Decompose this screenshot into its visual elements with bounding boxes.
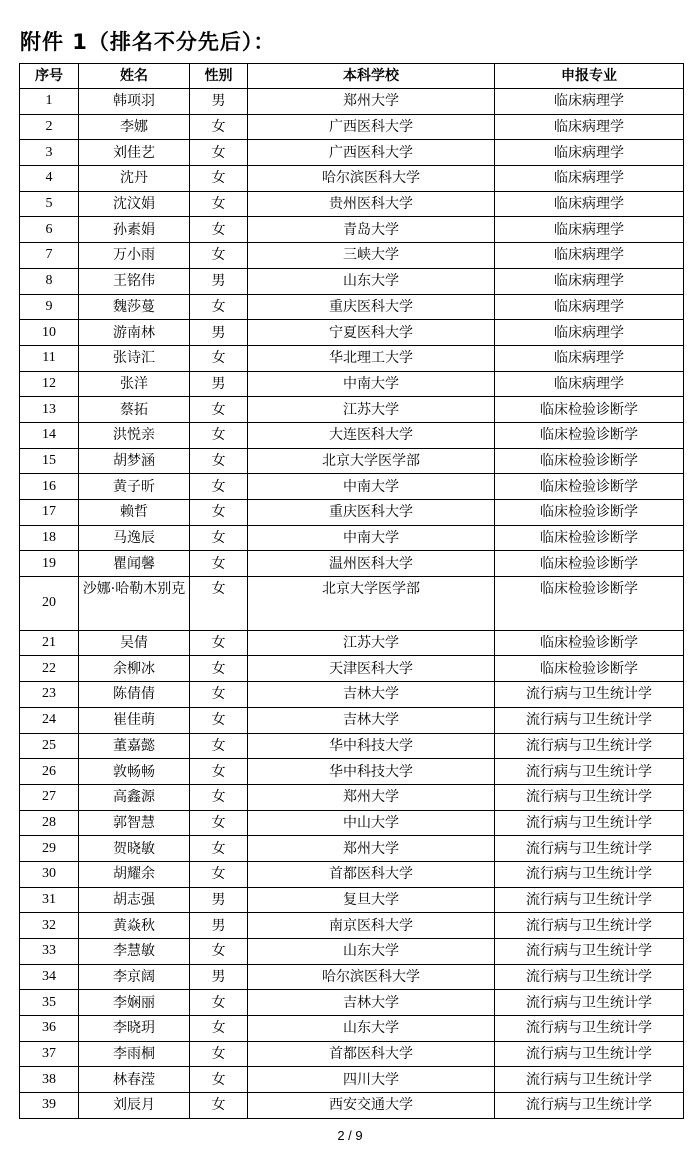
table-row (20, 990, 684, 1016)
cell-name: 游南林 (79, 320, 190, 346)
cell-school: 华北理工大学 (248, 345, 495, 371)
cell-name: 孙素娟 (79, 217, 190, 243)
table-row (20, 371, 684, 397)
cell-name: 董嘉懿 (79, 733, 190, 759)
cell-serial-number: 4 (20, 166, 79, 192)
cell-serial-number: 31 (20, 887, 79, 913)
cell-gender: 女 (190, 243, 248, 269)
document-title: 附件 1（排名不分先后）： (20, 30, 276, 54)
table-row (20, 1041, 684, 1067)
cell-major: 临床病理学 (495, 114, 684, 140)
cell-name: 沈丹 (79, 166, 190, 192)
cell-name: 贺晓敏 (79, 836, 190, 862)
table-row (20, 525, 684, 551)
header-serial-number: 序号 (20, 64, 79, 89)
cell-name: 李晓玥 (79, 1016, 190, 1042)
cell-name: 沈汶娟 (79, 191, 190, 217)
cell-serial-number: 21 (20, 630, 79, 656)
cell-serial-number: 19 (20, 551, 79, 577)
cell-serial-number: 29 (20, 836, 79, 862)
table-row (20, 656, 684, 682)
cell-name: 张洋 (79, 371, 190, 397)
table-row (20, 448, 684, 474)
cell-name: 高鑫源 (79, 784, 190, 810)
cell-name: 余柳冰 (79, 656, 190, 682)
cell-serial-number: 33 (20, 939, 79, 965)
cell-serial-number: 18 (20, 525, 79, 551)
cell-serial-number: 16 (20, 474, 79, 500)
cell-major: 流行病与卫生统计学 (495, 759, 684, 785)
cell-gender: 女 (190, 682, 248, 708)
cell-school: 广西医科大学 (248, 140, 495, 166)
cell-school: 哈尔滨医科大学 (248, 166, 495, 192)
table-row (20, 500, 684, 526)
cell-gender: 女 (190, 577, 248, 631)
cell-name: 王铭伟 (79, 268, 190, 294)
cell-school: 华中科技大学 (248, 759, 495, 785)
cell-name: 蔡拓 (79, 397, 190, 423)
cell-school: 山东大学 (248, 939, 495, 965)
cell-gender: 女 (190, 990, 248, 1016)
cell-gender: 女 (190, 733, 248, 759)
table-row (20, 191, 684, 217)
table-row (20, 243, 684, 269)
table-row (20, 964, 684, 990)
table-body (20, 89, 684, 1119)
cell-school: 首都医科大学 (248, 861, 495, 887)
table-row (20, 217, 684, 243)
cell-name: 李娜 (79, 114, 190, 140)
table-row (20, 140, 684, 166)
cell-name: 瞿闻馨 (79, 551, 190, 577)
table-row (20, 474, 684, 500)
cell-name: 万小雨 (79, 243, 190, 269)
cell-major: 流行病与卫生统计学 (495, 1093, 684, 1119)
cell-school: 三峡大学 (248, 243, 495, 269)
cell-name: 崔佳萌 (79, 707, 190, 733)
cell-major: 流行病与卫生统计学 (495, 707, 684, 733)
cell-gender: 男 (190, 887, 248, 913)
table-row (20, 630, 684, 656)
cell-school: 江苏大学 (248, 630, 495, 656)
cell-school: 西安交通大学 (248, 1093, 495, 1119)
cell-major: 流行病与卫生统计学 (495, 913, 684, 939)
cell-school: 北京大学医学部 (248, 448, 495, 474)
cell-name: 黄子昕 (79, 474, 190, 500)
cell-major: 流行病与卫生统计学 (495, 810, 684, 836)
cell-major: 流行病与卫生统计学 (495, 964, 684, 990)
cell-name: 黄焱秋 (79, 913, 190, 939)
cell-serial-number: 7 (20, 243, 79, 269)
cell-major: 流行病与卫生统计学 (495, 990, 684, 1016)
cell-serial-number: 37 (20, 1041, 79, 1067)
table-row (20, 1067, 684, 1093)
cell-name: 敦畅畅 (79, 759, 190, 785)
roster-table (19, 63, 684, 1119)
cell-school: 大连医科大学 (248, 422, 495, 448)
table-row (20, 861, 684, 887)
header-gender: 性别 (190, 64, 248, 89)
cell-gender: 女 (190, 397, 248, 423)
cell-serial-number: 32 (20, 913, 79, 939)
cell-major: 临床检验诊断学 (495, 397, 684, 423)
cell-major: 临床病理学 (495, 294, 684, 320)
cell-gender: 女 (190, 861, 248, 887)
cell-major: 流行病与卫生统计学 (495, 887, 684, 913)
table-row (20, 887, 684, 913)
cell-gender: 女 (190, 551, 248, 577)
cell-major: 临床检验诊断学 (495, 551, 684, 577)
cell-serial-number: 30 (20, 861, 79, 887)
cell-school: 吉林大学 (248, 707, 495, 733)
cell-major: 流行病与卫生统计学 (495, 836, 684, 862)
cell-major: 流行病与卫生统计学 (495, 733, 684, 759)
cell-school: 青岛大学 (248, 217, 495, 243)
cell-gender: 男 (190, 268, 248, 294)
cell-school: 南京医科大学 (248, 913, 495, 939)
cell-school: 山东大学 (248, 1016, 495, 1042)
cell-major: 临床病理学 (495, 243, 684, 269)
cell-major: 临床病理学 (495, 89, 684, 115)
cell-major: 临床检验诊断学 (495, 474, 684, 500)
cell-gender: 女 (190, 422, 248, 448)
cell-major: 临床病理学 (495, 371, 684, 397)
cell-name: 林春滢 (79, 1067, 190, 1093)
cell-gender: 女 (190, 1016, 248, 1042)
cell-school: 中南大学 (248, 474, 495, 500)
cell-name: 洪悦亲 (79, 422, 190, 448)
cell-major: 临床病理学 (495, 345, 684, 371)
cell-gender: 女 (190, 140, 248, 166)
cell-name: 张诗汇 (79, 345, 190, 371)
cell-serial-number: 8 (20, 268, 79, 294)
cell-serial-number: 22 (20, 656, 79, 682)
cell-serial-number: 6 (20, 217, 79, 243)
cell-school: 华中科技大学 (248, 733, 495, 759)
table-row (20, 784, 684, 810)
cell-serial-number: 34 (20, 964, 79, 990)
table-row (20, 89, 684, 115)
table-row (20, 114, 684, 140)
cell-school: 复旦大学 (248, 887, 495, 913)
table-row (20, 166, 684, 192)
cell-name: 刘佳艺 (79, 140, 190, 166)
cell-school: 山东大学 (248, 268, 495, 294)
cell-major: 临床病理学 (495, 191, 684, 217)
cell-serial-number: 36 (20, 1016, 79, 1042)
cell-serial-number: 5 (20, 191, 79, 217)
cell-serial-number: 17 (20, 500, 79, 526)
cell-gender: 女 (190, 500, 248, 526)
cell-gender: 男 (190, 913, 248, 939)
cell-school: 温州医科大学 (248, 551, 495, 577)
cell-school: 天津医科大学 (248, 656, 495, 682)
cell-gender: 女 (190, 166, 248, 192)
cell-gender: 女 (190, 836, 248, 862)
cell-school: 首都医科大学 (248, 1041, 495, 1067)
table-row (20, 294, 684, 320)
cell-school: 宁夏医科大学 (248, 320, 495, 346)
cell-name: 李娴丽 (79, 990, 190, 1016)
cell-major: 临床检验诊断学 (495, 577, 684, 631)
cell-gender: 女 (190, 656, 248, 682)
cell-school: 贵州医科大学 (248, 191, 495, 217)
cell-serial-number: 14 (20, 422, 79, 448)
cell-gender: 女 (190, 114, 248, 140)
cell-name: 魏莎蔓 (79, 294, 190, 320)
table-row (20, 422, 684, 448)
table-row (20, 397, 684, 423)
cell-major: 临床检验诊断学 (495, 422, 684, 448)
table-row (20, 1016, 684, 1042)
cell-gender: 女 (190, 448, 248, 474)
cell-serial-number: 24 (20, 707, 79, 733)
cell-gender: 女 (190, 1041, 248, 1067)
page-number: 2 / 9 (337, 1128, 363, 1143)
cell-serial-number: 2 (20, 114, 79, 140)
table-row (20, 551, 684, 577)
cell-gender: 女 (190, 810, 248, 836)
cell-name: 吴倩 (79, 630, 190, 656)
cell-major: 临床病理学 (495, 320, 684, 346)
cell-name: 李京阔 (79, 964, 190, 990)
cell-school: 郑州大学 (248, 784, 495, 810)
cell-school: 重庆医科大学 (248, 500, 495, 526)
table-row (20, 733, 684, 759)
cell-gender: 女 (190, 939, 248, 965)
cell-serial-number: 23 (20, 682, 79, 708)
cell-school: 重庆医科大学 (248, 294, 495, 320)
cell-gender: 女 (190, 759, 248, 785)
header-undergraduate-school: 本科学校 (248, 64, 495, 89)
cell-school: 哈尔滨医科大学 (248, 964, 495, 990)
cell-name: 沙娜·哈勒木别克 (79, 577, 190, 631)
cell-school: 江苏大学 (248, 397, 495, 423)
cell-major: 临床检验诊断学 (495, 500, 684, 526)
cell-major: 临床病理学 (495, 140, 684, 166)
cell-school: 广西医科大学 (248, 114, 495, 140)
cell-name: 马逸辰 (79, 525, 190, 551)
cell-serial-number: 3 (20, 140, 79, 166)
cell-name: 刘辰月 (79, 1093, 190, 1119)
cell-major: 流行病与卫生统计学 (495, 861, 684, 887)
cell-serial-number: 10 (20, 320, 79, 346)
table-row (20, 707, 684, 733)
table-row (20, 682, 684, 708)
cell-serial-number: 11 (20, 345, 79, 371)
table-row (20, 320, 684, 346)
cell-major: 流行病与卫生统计学 (495, 784, 684, 810)
cell-name: 胡梦涵 (79, 448, 190, 474)
table-row (20, 1093, 684, 1119)
table-row (20, 268, 684, 294)
cell-school: 吉林大学 (248, 682, 495, 708)
cell-gender: 男 (190, 320, 248, 346)
table-row (20, 759, 684, 785)
cell-serial-number: 28 (20, 810, 79, 836)
cell-major: 临床检验诊断学 (495, 656, 684, 682)
table-row (20, 577, 684, 631)
cell-school: 中南大学 (248, 525, 495, 551)
cell-gender: 女 (190, 217, 248, 243)
cell-gender: 女 (190, 630, 248, 656)
cell-name: 陈倩倩 (79, 682, 190, 708)
cell-name: 赖哲 (79, 500, 190, 526)
cell-serial-number: 12 (20, 371, 79, 397)
cell-serial-number: 27 (20, 784, 79, 810)
header-applied-major: 申报专业 (495, 64, 684, 89)
cell-major: 流行病与卫生统计学 (495, 1067, 684, 1093)
cell-major: 流行病与卫生统计学 (495, 1041, 684, 1067)
cell-gender: 女 (190, 345, 248, 371)
cell-gender: 女 (190, 474, 248, 500)
cell-name: 胡耀余 (79, 861, 190, 887)
cell-name: 李雨桐 (79, 1041, 190, 1067)
cell-serial-number: 39 (20, 1093, 79, 1119)
cell-school: 北京大学医学部 (248, 577, 495, 631)
cell-major: 流行病与卫生统计学 (495, 1016, 684, 1042)
table-row (20, 913, 684, 939)
cell-name: 郭智慧 (79, 810, 190, 836)
cell-school: 郑州大学 (248, 836, 495, 862)
cell-school: 中山大学 (248, 810, 495, 836)
cell-serial-number: 35 (20, 990, 79, 1016)
cell-serial-number: 25 (20, 733, 79, 759)
cell-serial-number: 9 (20, 294, 79, 320)
table-row (20, 345, 684, 371)
cell-serial-number: 26 (20, 759, 79, 785)
cell-gender: 男 (190, 371, 248, 397)
cell-name: 胡志强 (79, 887, 190, 913)
cell-gender: 女 (190, 1093, 248, 1119)
cell-gender: 女 (190, 294, 248, 320)
cell-school: 四川大学 (248, 1067, 495, 1093)
table-header-row (20, 64, 684, 89)
cell-gender: 女 (190, 1067, 248, 1093)
cell-gender: 女 (190, 191, 248, 217)
cell-serial-number: 15 (20, 448, 79, 474)
cell-school: 郑州大学 (248, 89, 495, 115)
cell-major: 流行病与卫生统计学 (495, 682, 684, 708)
table-row (20, 939, 684, 965)
cell-gender: 女 (190, 707, 248, 733)
table-row (20, 810, 684, 836)
table-row (20, 836, 684, 862)
cell-major: 流行病与卫生统计学 (495, 939, 684, 965)
cell-major: 临床检验诊断学 (495, 525, 684, 551)
cell-major: 临床病理学 (495, 217, 684, 243)
cell-serial-number: 38 (20, 1067, 79, 1093)
cell-major: 临床病理学 (495, 166, 684, 192)
cell-school: 中南大学 (248, 371, 495, 397)
cell-major: 临床检验诊断学 (495, 630, 684, 656)
cell-major: 临床病理学 (495, 268, 684, 294)
cell-name: 韩项羽 (79, 89, 190, 115)
cell-serial-number: 13 (20, 397, 79, 423)
cell-gender: 男 (190, 964, 248, 990)
cell-gender: 女 (190, 525, 248, 551)
cell-gender: 男 (190, 89, 248, 115)
cell-serial-number: 1 (20, 89, 79, 115)
header-name: 姓名 (79, 64, 190, 89)
cell-major: 临床检验诊断学 (495, 448, 684, 474)
cell-name: 李慧敏 (79, 939, 190, 965)
cell-gender: 女 (190, 784, 248, 810)
cell-serial-number: 20 (20, 577, 79, 631)
cell-school: 吉林大学 (248, 990, 495, 1016)
